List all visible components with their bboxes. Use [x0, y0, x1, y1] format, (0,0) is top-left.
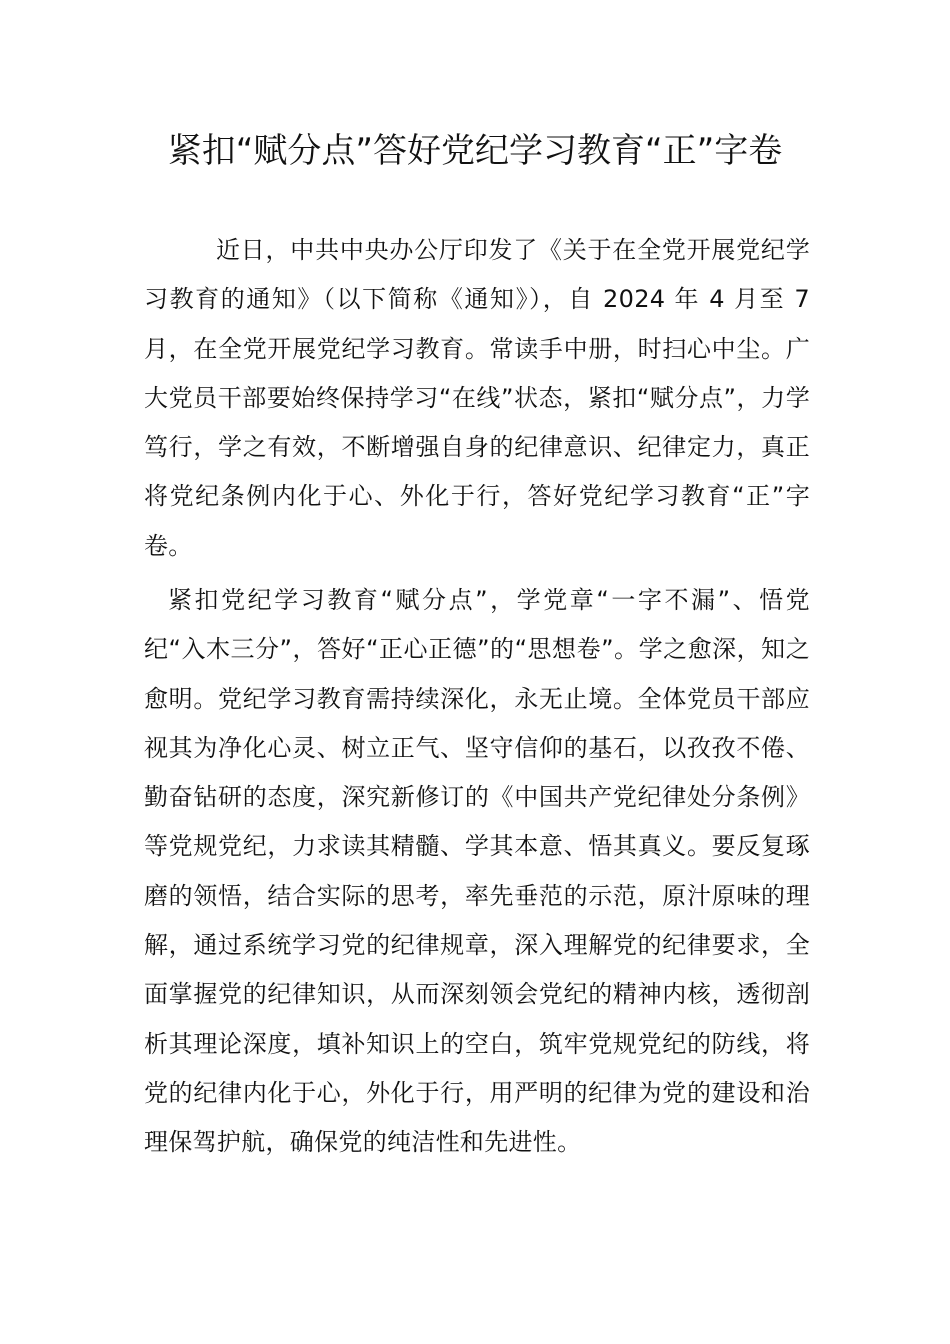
paragraph-intro: 近日，中共中央办公厅印发了《关于在全党开展党纪学习教育的通知》（以下简称《通知》），自 2024 年 4 月至 7 月，在全党开展党纪学习教育。常读手中册，时扫心中尘。广大党员干部要始终保持学习“在线”状态，紧扣“赋分点”，力学笃行，学之有效，不断增强自身的纪律意识、纪律定力，真正将党纪条例内化于心、外化于行，答好党纪学习教育“正”字卷。 — [144, 236, 810, 560]
paragraph-ideology: 紧扣党纪学习教育“赋分点”，学党章“一字不漏”、悟党纪“入木三分”，答好“正心正德”的“思想卷”。学之愈深，知之愈明。党纪学习教育需持续深化，永无止境。全体党员干部应视其为净化心灵、树立正气、坚守信仰的基石，以孜孜不倦、勤奋钻研的态度，深究新修订的《中国共产党纪律处分条例》等党规党纪，力求读其精髓、学其本意、悟其真义。要反复琢磨的领悟，结合实际的思考，率先垂范的示范，原汁原味的理解，通过系统学习党的纪律规章，深入理解党的纪律要求，全面掌握党的纪律知识，从而深刻领会党纪的精神内核，透彻剖析其理论深度，填补知识上的空白，筑牢党规党纪的防线，将党的纪律内化于心，外化于行，用严明的纪律为党的建设和治理保驾护航，确保党的纯洁性和先进性。 — [144, 586, 810, 1157]
document-title: 紧扣“赋分点”答好党纪学习教育“正”字卷 — [167, 131, 783, 171]
